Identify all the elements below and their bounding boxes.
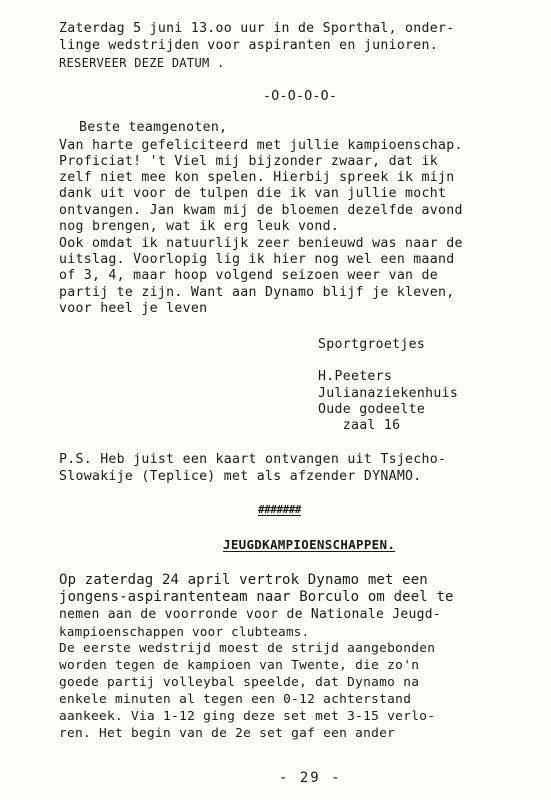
announcement-line: RESERVEER DEZE DATUM . xyxy=(59,56,225,70)
section-line: ren. Het begin van de 2e set gaf een ander xyxy=(59,726,396,741)
letter-line: Van harte gefeliciteerd met jullie kampioenschap. xyxy=(59,138,463,153)
separator: -O-O-O-O- xyxy=(263,89,338,104)
letter-line: of 3, 4, maar hoop volgend seizoen weer van de xyxy=(59,268,439,283)
announcement-line: linge wedstrijden voor aspiranten en junioren. xyxy=(59,38,439,53)
letter-line: ontvangen. Jan kwam mij de bloemen dezelfde avond xyxy=(59,203,463,218)
letter-line: Ook omdat ik natuurlijk zeer benieuwd was naar de xyxy=(59,236,463,251)
letter-line: zelf niet mee kon spelen. Hierbij spreek ik mijn xyxy=(59,170,455,185)
letter-line: voor heel je leven xyxy=(59,301,208,316)
postscript-line: Slowakije (Teplice) met als afzender DYNAMO. xyxy=(59,469,422,484)
letter-line: nog brengen, wat ik erg leuk vond. xyxy=(59,219,340,234)
section-line: jongens-aspirantenteam naar Borculo om deel te xyxy=(59,589,454,605)
announcement-line: Zaterdag 5 juni 13.oo uur in de Sporthal, onder- xyxy=(59,21,455,36)
hash-divider: ####### xyxy=(258,503,301,516)
section-line: worden tegen de kampioen van Twente, die zo'n xyxy=(59,658,420,673)
signature-line: zaal 16 xyxy=(318,418,401,433)
page-number: - 29 - xyxy=(279,770,342,786)
letter-line: uitslag. Voorlopig lig ik hier nog wel een maand xyxy=(59,252,455,267)
section-line: enkele minuten al tegen een 0-12 achterstand xyxy=(59,692,412,707)
signature-line: Julianaziekenhuis xyxy=(318,386,459,401)
section-line: kampioenschappen voor clubteams. xyxy=(59,624,310,639)
section-line: nemen aan de voorronde voor de Nationale Jeugd- xyxy=(59,607,441,622)
letter-line: partij te zijn. Want aan Dynamo blijf je kleven, xyxy=(59,285,455,300)
section-line: goede partij volleybal speelde, dat Dynamo na xyxy=(59,675,420,690)
postscript-line: P.S. Heb juist een kaart ontvangen uit Tsjecho- xyxy=(59,452,447,467)
letter-closing: Sportgroetjes xyxy=(318,337,426,352)
letter-line: dank uit voor de tulpen die ik van jullie mocht xyxy=(59,186,447,201)
letter-line: Proficiat! 't Viel mij bijzonder zwaar, dat ik xyxy=(59,154,439,169)
signature-line: Oude godeelte xyxy=(318,402,426,417)
section-heading: JEUGDKAMPIOENSCHAPPEN. xyxy=(223,537,396,552)
section-line: aankeek. Via 1-12 ging deze set met 3-15 verlo- xyxy=(59,709,436,724)
signature-line: H.Peeters xyxy=(318,369,393,384)
letter-salutation: Beste teamgenoten, xyxy=(79,120,228,135)
section-line: Op zaterdag 24 april vertrok Dynamo met een xyxy=(59,572,428,588)
section-line: De eerste wedstrijd moest de strijd aangebonden xyxy=(59,641,436,656)
